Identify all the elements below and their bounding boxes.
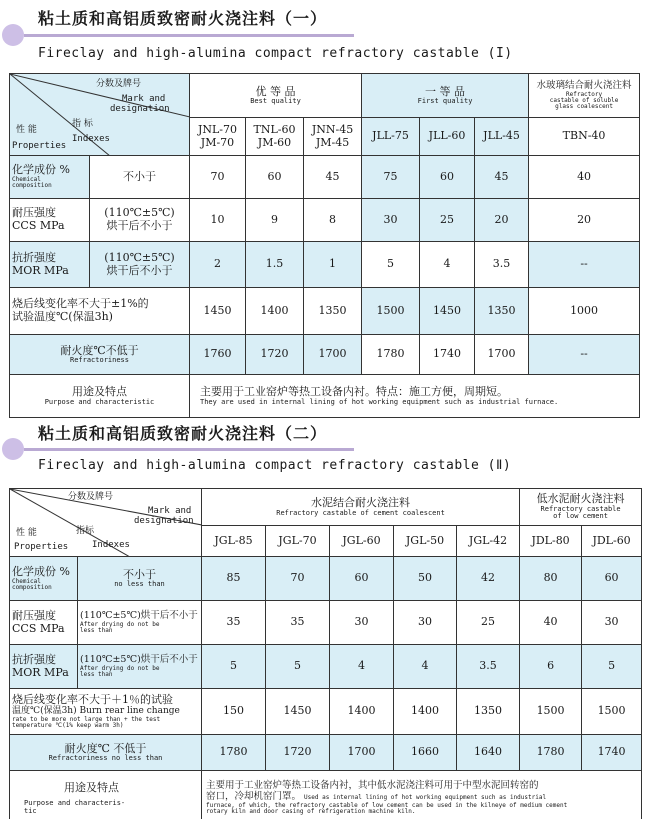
row-label: 化学成份 % Chemical composition [10,156,90,199]
group-soluble-glass: 水玻璃结合耐火浇注料 Refractory castable of soluble glass coalescent [529,74,640,118]
value-cell: 80 [520,557,582,601]
value-cell: 70 [266,557,330,601]
value-cell: 1350 [457,689,520,735]
value-cell: 1500 [362,288,420,335]
value-cell: 1780 [362,335,420,375]
value-cell: 1700 [475,335,529,375]
value-cell: 1700 [304,335,362,375]
use-description: 主要用于工业窑炉等热工设备内衬，其中低水泥浇注料可用于中型水泥回转窑的 窑口，冷却机窑门罩。 Used as internal lining of hot working equipment such as industrial furnace, of which, the refractory castable of low cement can be used in the kilneye of medium cement rotary kiln and door casing of refrigeration machine kiln. [202,771,642,819]
value-cell: 35 [266,601,330,645]
grade-cell: JDL-80 [520,526,582,557]
table2-corner-header [10,489,202,557]
row-condition: (110℃±5℃)烘干后不小于 After drying do not be less than [78,645,202,689]
corner-index-cn: 指 标 [72,119,93,129]
table2 [9,488,642,819]
value-cell: 1700 [330,735,394,771]
value-cell: 70 [190,156,246,199]
value-cell: 1780 [202,735,266,771]
value-cell: 1500 [582,689,642,735]
value-cell: 1450 [420,288,475,335]
grade-cell: JGL-50 [394,526,457,557]
value-cell: 6 [520,645,582,689]
value-cell: 8 [304,199,362,242]
value-cell: 30 [330,601,394,645]
value-cell: 5 [362,242,420,288]
table2-title-cn: 粘土质和高铝质致密耐火浇注料（二） [38,424,328,443]
value-cell: 1.5 [246,242,304,288]
row-label: 化学成份 % Chemical composition [10,557,78,601]
value-cell: 1350 [475,288,529,335]
value-cell: 2 [190,242,246,288]
value-cell: 1720 [266,735,330,771]
value-cell: 30 [394,601,457,645]
value-cell: 30 [362,199,420,242]
row-label: 耐火度℃ 不低于 Refractoriness no less than [10,735,202,771]
corner-prop-cn: 性 能 [16,528,37,538]
value-cell: 3.5 [457,645,520,689]
value-cell: 40 [520,601,582,645]
row-condition: (110℃±5℃) 烘干后不小于 [90,199,190,242]
grade-cell: TNL-60 JM-60 [246,118,304,156]
row-label: 耐火度℃不低于 Refractoriness [10,335,190,375]
grade-cell: JGL-70 [266,526,330,557]
value-cell: 30 [582,601,642,645]
value-cell: -- [529,335,640,375]
row-condition: 不小于 no less than [78,557,202,601]
row-condition: (110℃±5℃)烘干后不小于 After drying do not be less than [78,601,202,645]
value-cell: 1000 [529,288,640,335]
table1-corner-header [10,74,190,156]
value-cell: 1740 [420,335,475,375]
value-cell: 1 [304,242,362,288]
grade-cell: JLL-45 [475,118,529,156]
value-cell: 3.5 [475,242,529,288]
table1-title-cn: 粘土质和高铝质致密耐火浇注料（一） [38,9,328,28]
corner-prop-en: Properties [12,141,67,151]
value-cell: 1780 [520,735,582,771]
corner-mark-cn: 分数及牌号 [96,79,142,89]
value-cell: 4 [420,242,475,288]
value-cell: 60 [420,156,475,199]
value-cell: 45 [304,156,362,199]
group-cement-coalescent: 水泥结合耐火浇注料 Refractory castable of cement coalescent [202,489,520,526]
corner-prop-cn: 性 能 [16,125,37,135]
use-label: 用途及特点 Purpose and characteristic [10,375,190,418]
value-cell: 1400 [330,689,394,735]
value-cell: 1660 [394,735,457,771]
value-cell: 4 [330,645,394,689]
group-best-quality: 优 等 品 Best quality [190,74,362,118]
section-underline-2 [24,448,354,451]
value-cell: 4 [394,645,457,689]
value-cell: 60 [582,557,642,601]
group-low-cement: 低水泥耐火浇注料 Refractory castable of low cement [520,489,642,526]
section-underline-1 [24,34,354,37]
row-label: 抗折强度 MOR MPa [10,242,90,288]
row-label: 耐压强度 CCS MPa [10,601,78,645]
group-first-quality: 一 等 品 First quality [362,74,529,118]
value-cell: 40 [529,156,640,199]
value-cell: 42 [457,557,520,601]
value-cell: 25 [457,601,520,645]
value-cell: 5 [582,645,642,689]
value-cell: 5 [266,645,330,689]
value-cell: 35 [202,601,266,645]
value-cell: 75 [362,156,420,199]
value-cell: 1500 [520,689,582,735]
section-bullet-2 [2,438,24,460]
grade-cell: JLL-60 [420,118,475,156]
value-cell: 25 [420,199,475,242]
value-cell: 20 [475,199,529,242]
grade-cell: JDL-60 [582,526,642,557]
value-cell: 1640 [457,735,520,771]
corner-mark-cn: 分数及牌号 [68,492,114,502]
table2-title-en: Fireclay and high-alumina compact refractory castable (Ⅱ) [38,458,512,473]
value-cell: 1740 [582,735,642,771]
row-label: 烧后线变化率不大于±1%的 试验温度℃(保温3h) [10,288,190,335]
value-cell: 1400 [394,689,457,735]
value-cell: 20 [529,199,640,242]
value-cell: 5 [202,645,266,689]
value-cell: 45 [475,156,529,199]
corner-mark-en1: Mark and [122,94,166,104]
corner-mark-en2: designation [134,516,194,526]
table1-title-en: Fireclay and high-alumina compact refractory castable (I) [38,46,513,61]
corner-mark-en1: Mark and [148,506,192,516]
grade-cell: JNN-45 JM-45 [304,118,362,156]
grade-cell: JLL-75 [362,118,420,156]
value-cell: 1350 [304,288,362,335]
value-cell: 10 [190,199,246,242]
grade-cell: TBN-40 [529,118,640,156]
value-cell: -- [529,242,640,288]
grade-cell: JGL-85 [202,526,266,557]
value-cell: 1450 [190,288,246,335]
row-condition: 不小于 [90,156,190,199]
value-cell: 60 [330,557,394,601]
value-cell: 50 [394,557,457,601]
value-cell: 85 [202,557,266,601]
corner-index-cn: 指标 [76,526,95,536]
value-cell: 60 [246,156,304,199]
grade-cell: JNL-70 JM-70 [190,118,246,156]
corner-prop-en: Properties [14,542,69,552]
value-cell: 9 [246,199,304,242]
corner-index-en: Indexes [92,540,130,550]
row-label: 烧后线变化率不大于＋1％的试验 温度℃(保温3h) Burn rear line change rate to be more not large than + the test temperature ℃(1% keep warm 3h) [10,689,202,735]
grade-cell: JGL-60 [330,526,394,557]
value-cell: 1720 [246,335,304,375]
corner-index-en: Indexes [72,134,110,144]
value-cell: 1450 [266,689,330,735]
value-cell: 1400 [246,288,304,335]
section-bullet-1 [2,24,24,46]
row-label: 耐压强度 CCS MPa [10,199,90,242]
table1 [9,73,640,418]
corner-mark-en2: designation [110,104,170,114]
row-label: 抗折强度 MOR MPa [10,645,78,689]
row-condition: (110℃±5℃) 烘干后不小于 [90,242,190,288]
use-label: 用途及特点 Purpose and characteris- tic [10,771,202,819]
use-description: 主要用于工业窑炉等热工设备内衬。特点：施工方便，周期短。 They are used in internal lining of hot working equipment such as industrial furnace. [190,375,640,418]
value-cell: 150 [202,689,266,735]
value-cell: 1760 [190,335,246,375]
grade-cell: JGL-42 [457,526,520,557]
